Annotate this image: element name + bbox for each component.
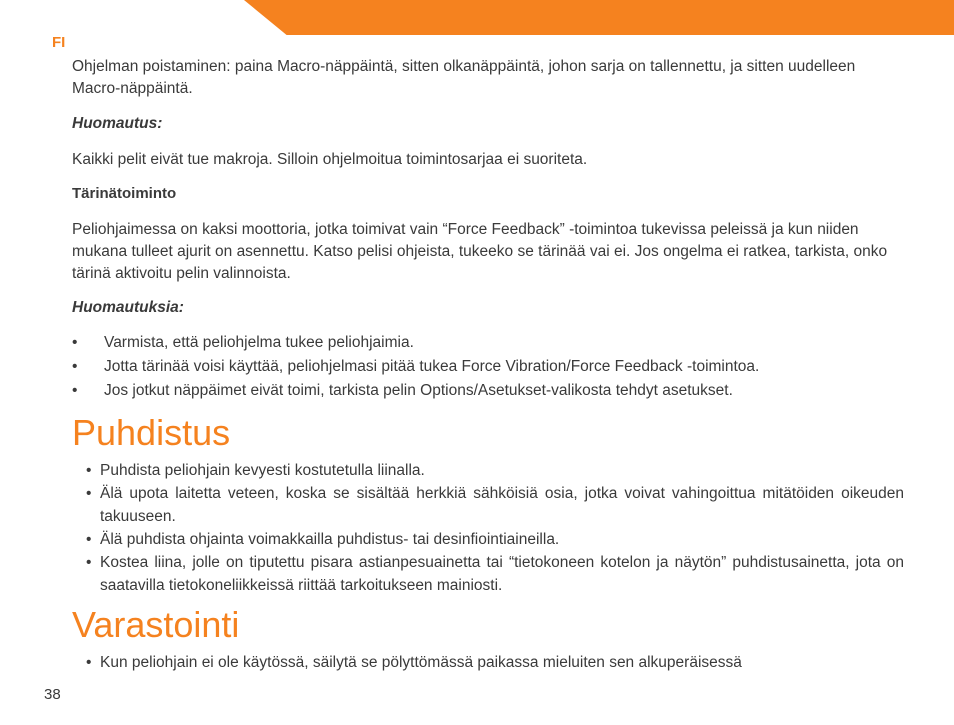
vibration-notes-list bbox=[72, 331, 904, 403]
list-item: • Älä upota laitetta veteen, koska se sisältää herkkiä sähköisiä osia, jotka voivat vahingoittua mitätöiden oikeuden takuuseen. bbox=[86, 482, 904, 528]
list-item: • Kostea liina, jolle on tiputettu pisara astianpesuainetta tai “tietokoneen kotelon ja näytön” puhdistusainetta, jota on saatavilla tietokoneliikkeissä riittää tarkoitukseen mainiosti. bbox=[86, 551, 904, 597]
header-accent-tab bbox=[244, 0, 954, 35]
vibration-heading: Tärinätoiminto bbox=[72, 185, 177, 202]
list-item: • Jos jotkut näppäimet eivät toimi, tarkista pelin Options/Asetukset-valikosta tehdyt asetukset. bbox=[72, 379, 904, 403]
note-text: Kaikki pelit eivät tue makroja. Silloin ohjelmoitua toimintosarjaa ei suoriteta. bbox=[72, 151, 588, 168]
list-item: • Jotta tärinää voisi käyttää, peliohjelmasi pitää tukea Force Vibration/Force Feedback -toimintoa. bbox=[72, 355, 904, 379]
list-item: • Kun peliohjain ei ole käytössä, säilytä se pölyttömässä paikassa mieluiten sen alkuperäisessä bbox=[86, 651, 904, 674]
list-item: • Puhdista peliohjain kevyesti kostutetulla liinalla. bbox=[86, 459, 904, 482]
list-item: • Varmista, että peliohjelma tukee peliohjaimia. bbox=[72, 331, 904, 355]
page-content bbox=[72, 56, 904, 674]
note-label: Huomautus: bbox=[72, 115, 163, 132]
cleaning-list bbox=[86, 459, 904, 597]
notes-label: Huomautuksia: bbox=[72, 299, 184, 316]
list-item: • Älä puhdista ohjainta voimakkailla puhdistus- tai desinfiointiaineilla. bbox=[86, 528, 904, 551]
language-label: FI bbox=[52, 34, 66, 51]
storage-heading: Varastointi bbox=[72, 604, 240, 645]
storage-list bbox=[86, 651, 904, 674]
page-number: 38 bbox=[44, 686, 61, 703]
cleaning-heading: Puhdistus bbox=[72, 412, 231, 453]
intro-paragraph: Ohjelman poistaminen: paina Macro-näppäintä, sitten olkanäppäintä, johon sarja on tallennettu, ja sitten uudelleen Macro-näppäintä. bbox=[72, 58, 856, 97]
vibration-text: Peliohjaimessa on kaksi moottoria, jotka toimivat vain “Force Feedback” -toimintoa tukevissa peleissä ja kun niiden mukana tulleet ajurit on asennettu. Katso pelisi ohjeista, tukeeko se tärinää vai ei. Jos ongelma ei ratkea, tarkista, onko tärinä aktivoitu pelin valinnoista. bbox=[72, 221, 888, 282]
